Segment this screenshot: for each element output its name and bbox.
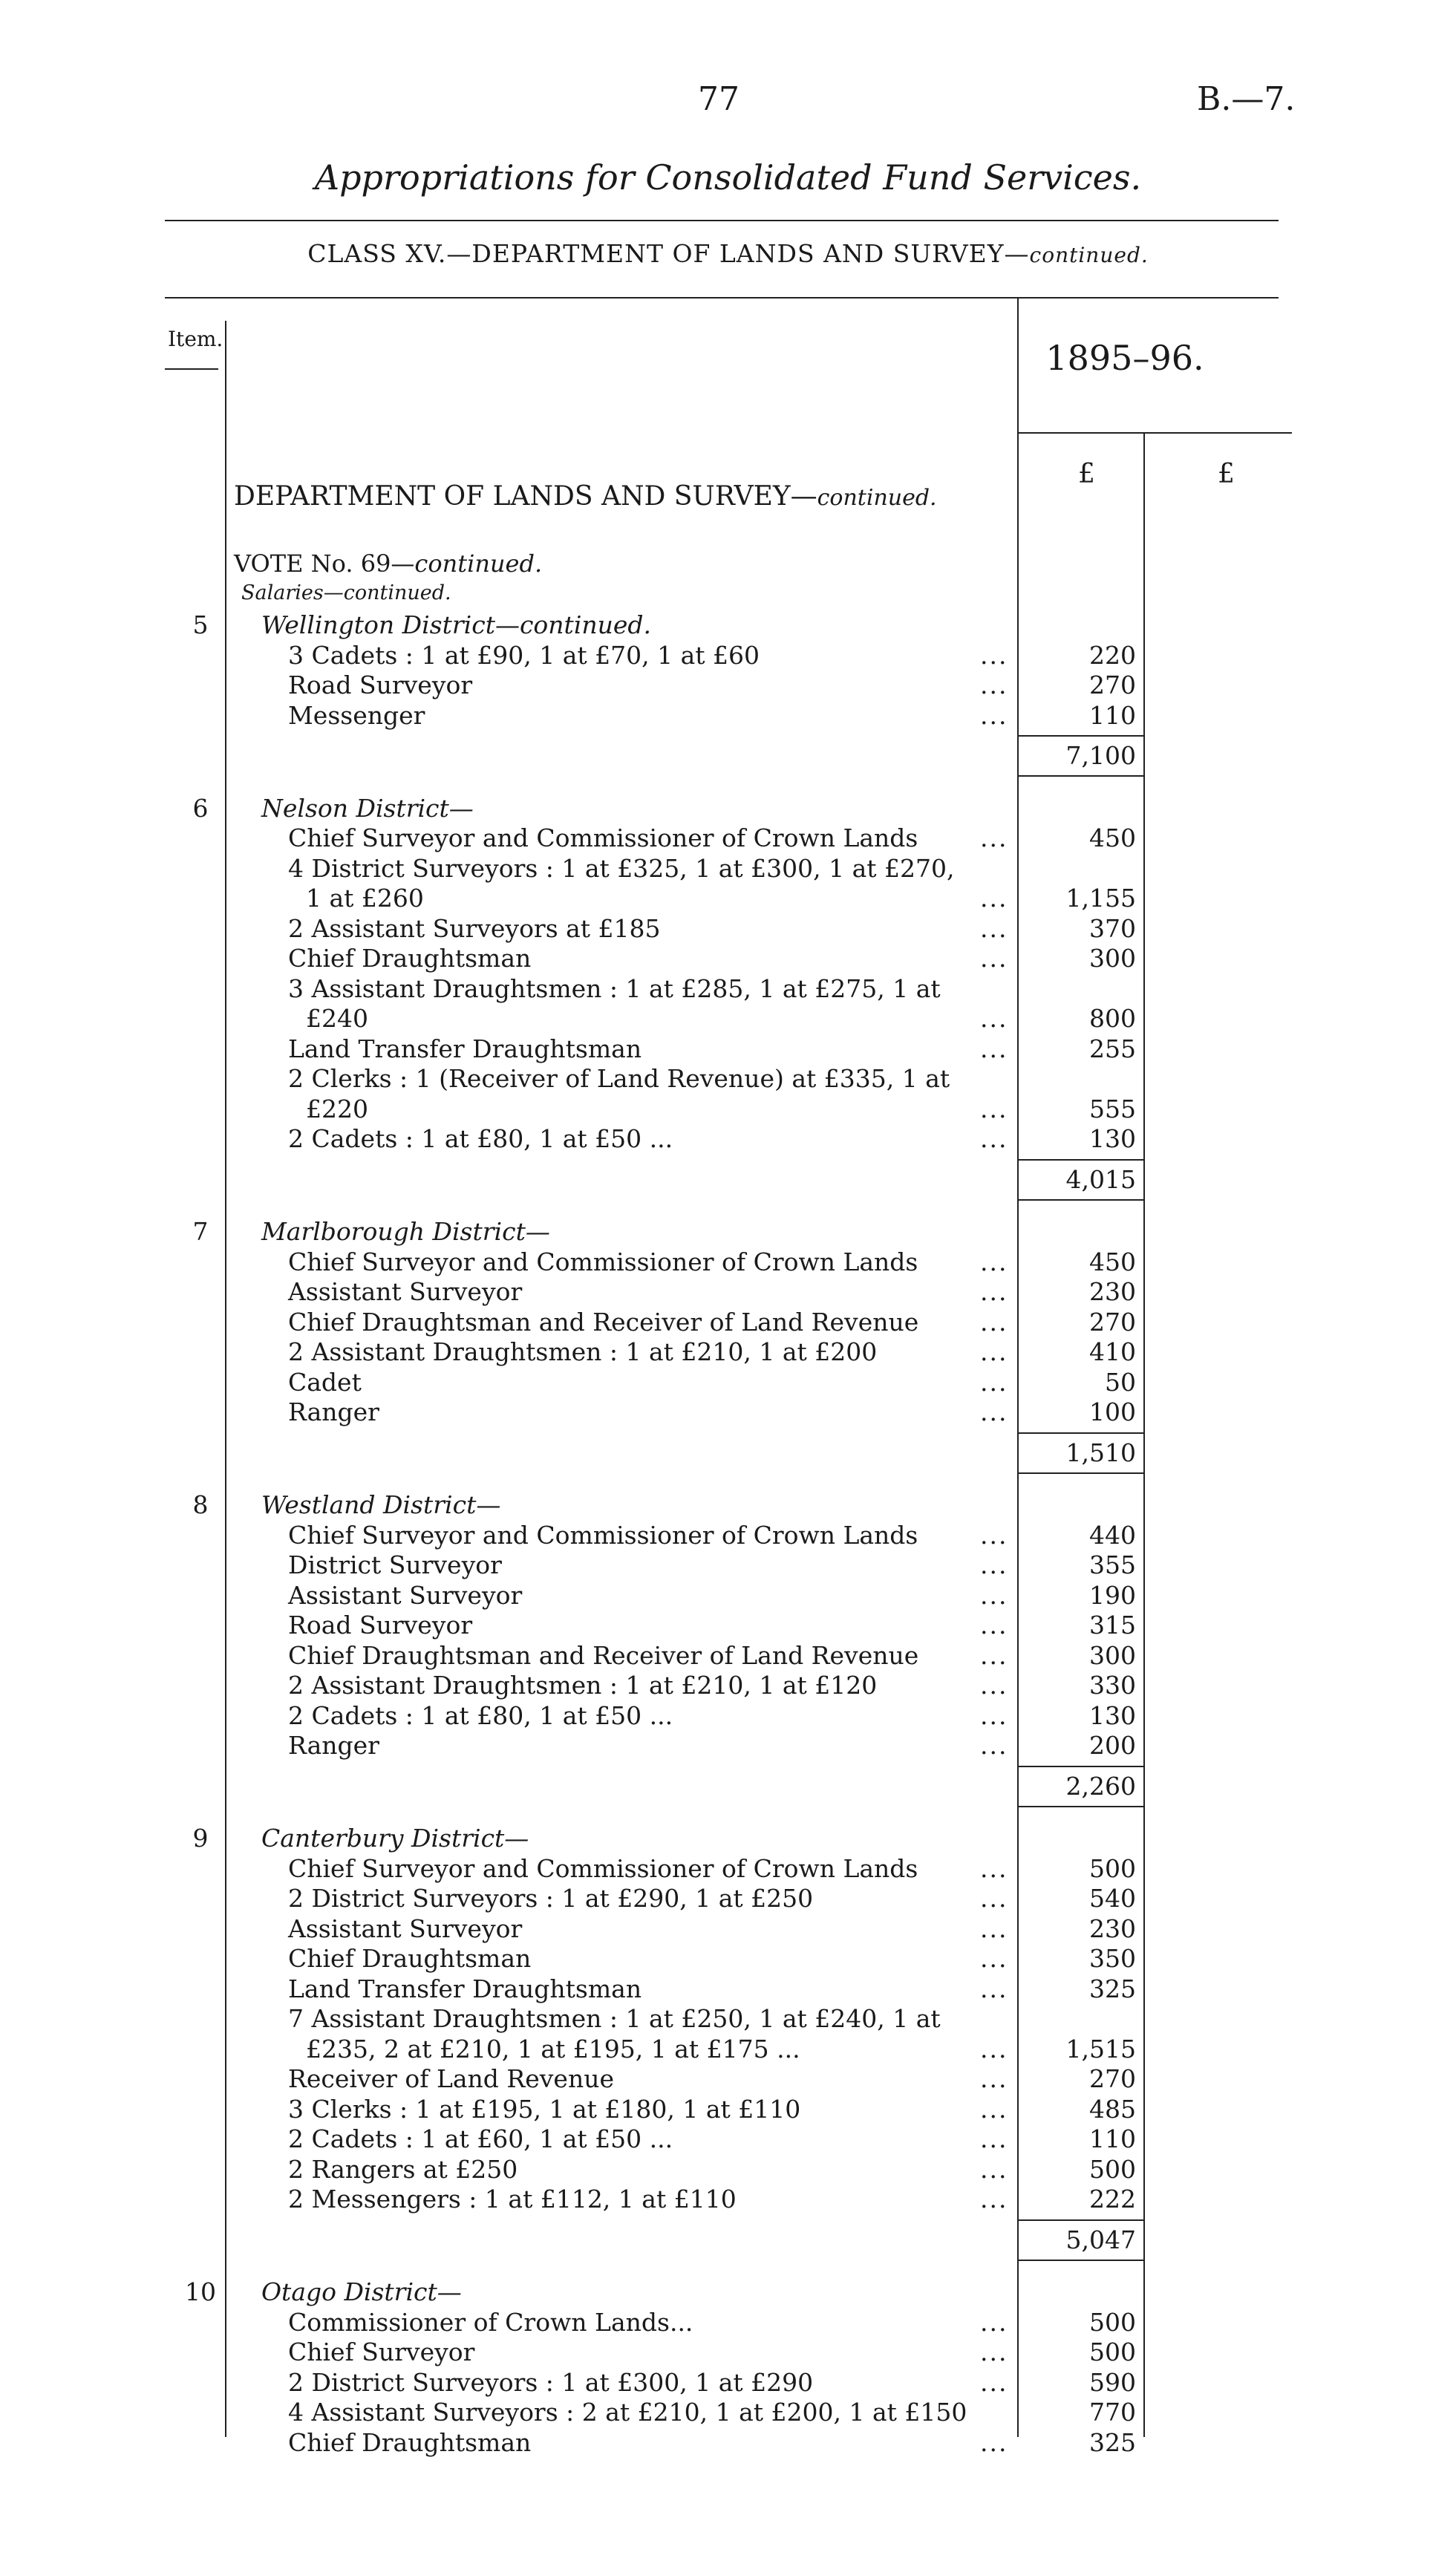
- amount: 270: [1089, 2064, 1136, 2093]
- item-number: 9: [192, 1824, 209, 1853]
- item-number: 8: [192, 1490, 209, 1519]
- entry-label: Assistant Surveyor: [288, 1277, 523, 1306]
- subtotal-rule-below: [1017, 2260, 1143, 2261]
- entry-label: Assistant Surveyor: [288, 1914, 523, 1943]
- leader-dots: ...: [980, 2185, 1008, 2213]
- district-row: [0, 610, 1456, 640]
- leader-dots: ...: [980, 1094, 1008, 1123]
- ledger-row: [0, 1944, 1456, 1974]
- ledger-row: [0, 974, 1456, 1004]
- ledger-row: [0, 1397, 1456, 1427]
- amount: 500: [1089, 1853, 1136, 1883]
- district-row: [0, 1490, 1456, 1520]
- amount: 350: [1089, 1944, 1136, 1973]
- amount: 500: [1089, 2337, 1136, 2366]
- entry-label: Chief Surveyor and Commissioner of Crown Lands: [288, 1853, 918, 1883]
- leader-dots: ...: [980, 1914, 1008, 1943]
- amount: 220: [1089, 640, 1136, 670]
- subtotal-row: [0, 1772, 1456, 1801]
- ledger-row: [0, 1854, 1456, 1884]
- class-heading: [0, 239, 1456, 268]
- entry-label: 2 Cadets : 1 at £60, 1 at £50 ...: [288, 2124, 673, 2153]
- vote-heading-text: VOTE No. 69—: [234, 549, 415, 578]
- amount: 1,515: [1065, 2034, 1136, 2064]
- item-column-header: Item.: [168, 327, 223, 351]
- entry-label: £220: [306, 1094, 368, 1123]
- entry-label: District Surveyor: [288, 1550, 502, 1579]
- ledger-row: [0, 1337, 1456, 1367]
- ledger-row: [0, 2004, 1456, 2034]
- entry-label: Chief Draughtsman and Receiver of Land Revenue: [288, 1307, 919, 1337]
- leader-dots: ...: [980, 1367, 1008, 1397]
- subtotal-rule-above: [1017, 1432, 1143, 1434]
- entry-label: 2 Messengers : 1 at £112, 1 at £110: [288, 2185, 737, 2213]
- district-name: Marlborough District—: [261, 1217, 550, 1246]
- ledger-row: [0, 1884, 1456, 1914]
- subtotal-rule-below: [1017, 775, 1143, 777]
- leader-dots: ...: [980, 1550, 1008, 1579]
- item-number: 10: [185, 2277, 216, 2306]
- district-row: [0, 794, 1456, 823]
- leader-dots: ...: [980, 2034, 1008, 2064]
- ledger-row: [0, 1308, 1456, 1337]
- leader-dots: ...: [980, 1337, 1008, 1366]
- leader-dots: ...: [980, 944, 1008, 973]
- entry-label: Commissioner of Crown Lands...: [288, 2307, 693, 2337]
- class-heading-text: CLASS XV.—DEPARTMENT OF LANDS AND SURVEY—: [307, 239, 1030, 268]
- ledger-row: [0, 884, 1456, 913]
- entry-label: 2 District Surveyors : 1 at £300, 1 at £290: [288, 2367, 814, 2397]
- entry-label: 2 Clerks : 1 (Receiver of Land Revenue) at £335, 1 at: [288, 1064, 950, 1093]
- entry-label: Chief Draughtsman and Receiver of Land Revenue: [288, 1640, 919, 1670]
- title-rule: [165, 220, 1279, 221]
- district-row: [0, 1824, 1456, 1853]
- entry-label: Chief Draughtsman: [288, 1944, 532, 1973]
- ledger-row: [0, 1094, 1456, 1124]
- district-name: Wellington District—continued.: [261, 610, 652, 639]
- ledger-row: [0, 701, 1456, 731]
- pound-symbol-right: £: [1218, 459, 1235, 489]
- leader-dots: ...: [980, 1944, 1008, 1973]
- ledger-row: [0, 2124, 1456, 2154]
- item-number: 7: [192, 1217, 209, 1246]
- leader-dots: ...: [980, 1853, 1008, 1883]
- entry-label: 3 Clerks : 1 at £195, 1 at £180, 1 at £110: [288, 2094, 801, 2124]
- entry-label: £235, 2 at £210, 1 at £195, 1 at £175 ...: [306, 2034, 800, 2064]
- subtotal-rule-above: [1017, 2219, 1143, 2221]
- ledger-row: [0, 854, 1456, 884]
- department-heading-text: DEPARTMENT OF LANDS AND SURVEY—: [234, 481, 817, 512]
- subtotal-row: [0, 741, 1456, 771]
- entry-label: Chief Surveyor and Commissioner of Crown Lands: [288, 1247, 918, 1276]
- leader-dots: ...: [980, 1247, 1008, 1276]
- subtotal-amount: 5,047: [1065, 2225, 1136, 2254]
- department-heading-suffix: continued.: [817, 485, 937, 511]
- ledger-row: [0, 2155, 1456, 2185]
- amount: 450: [1089, 823, 1136, 852]
- leader-dots: ...: [980, 913, 1008, 943]
- year-header-rule: [1017, 432, 1292, 434]
- ledger-row: [0, 2337, 1456, 2367]
- amount: 222: [1089, 2185, 1136, 2213]
- ledger-row: [0, 2368, 1456, 2398]
- ledger-row: [0, 1521, 1456, 1550]
- entry-label: Ranger: [288, 1397, 379, 1426]
- subtotal-row: [0, 1165, 1456, 1195]
- entry-label: 2 Assistant Draughtsmen : 1 at £210, 1 at £120: [288, 1671, 878, 1700]
- ledger-row: [0, 823, 1456, 853]
- ledger-row: [0, 2308, 1456, 2337]
- subtotal-rule-below: [1017, 1806, 1143, 1807]
- amount: 50: [1105, 1367, 1136, 1397]
- leader-dots: ...: [980, 640, 1008, 670]
- entry-label: Chief Draughtsman: [288, 2427, 532, 2457]
- leader-dots: ...: [980, 1004, 1008, 1033]
- entry-label: Road Surveyor: [288, 1611, 473, 1640]
- leader-dots: ...: [980, 1307, 1008, 1337]
- leader-dots: ...: [980, 2064, 1008, 2093]
- leader-dots: ...: [980, 1124, 1008, 1153]
- ledger-row: [0, 1064, 1456, 1094]
- amount: 270: [1089, 1307, 1136, 1337]
- item-header-underline: [165, 368, 218, 370]
- amount: 325: [1089, 1974, 1136, 2003]
- subtotal-rule-above: [1017, 1766, 1143, 1767]
- entry-label: Ranger: [288, 1731, 379, 1760]
- leader-dots: ...: [980, 1700, 1008, 1730]
- amount: 255: [1089, 1034, 1136, 1063]
- district-name: Westland District—: [261, 1490, 501, 1519]
- amount: 230: [1089, 1277, 1136, 1306]
- subtotal-amount: 7,100: [1065, 741, 1136, 770]
- amount: 110: [1089, 2124, 1136, 2153]
- subtotal-row: [0, 2225, 1456, 2255]
- leader-dots: ...: [980, 1974, 1008, 2003]
- pound-symbol-left: £: [1078, 459, 1095, 489]
- ledger-row: [0, 1974, 1456, 2004]
- item-number: 5: [192, 610, 209, 639]
- ledger-row: [0, 2398, 1456, 2427]
- amount: 330: [1089, 1671, 1136, 1700]
- department-heading: [234, 481, 937, 512]
- amount: 770: [1089, 2398, 1136, 2427]
- ledger-row: [0, 1550, 1456, 1580]
- subtotal-rule-below: [1017, 1472, 1143, 1474]
- page-number: 77: [698, 80, 740, 118]
- entry-label: Chief Surveyor: [288, 2337, 475, 2366]
- document-reference: B.—7.: [1197, 80, 1296, 118]
- leader-dots: ...: [980, 823, 1008, 852]
- entry-label: Cadet: [288, 1367, 362, 1397]
- ledger-row: [0, 671, 1456, 700]
- leader-dots: ...: [980, 2307, 1008, 2337]
- amount: 300: [1089, 1640, 1136, 1670]
- year-column-header: 1895–96.: [1045, 338, 1204, 378]
- leader-dots: ...: [980, 1397, 1008, 1426]
- amount: 190: [1089, 1580, 1136, 1610]
- subtotal-row: [0, 1438, 1456, 1468]
- leader-dots: ...: [980, 1731, 1008, 1760]
- ledger-row: [0, 1641, 1456, 1671]
- leader-dots: ...: [980, 2154, 1008, 2184]
- entry-label: 2 Cadets : 1 at £80, 1 at £50 ...: [288, 1700, 673, 1730]
- leader-dots: ...: [980, 884, 1008, 913]
- amount: 230: [1089, 1914, 1136, 1943]
- ledger-row: [0, 1914, 1456, 1944]
- leader-dots: ...: [980, 671, 1008, 699]
- entry-label: 3 Assistant Draughtsmen : 1 at £285, 1 at £275, 1 at: [288, 973, 941, 1003]
- vote-heading-suffix: continued.: [414, 549, 543, 578]
- ledger-row: [0, 944, 1456, 973]
- entry-label: 2 District Surveyors : 1 at £290, 1 at £250: [288, 1884, 814, 1913]
- entry-label: Receiver of Land Revenue: [288, 2064, 614, 2093]
- amount: 450: [1089, 1247, 1136, 1276]
- entry-label: 2 Rangers at £250: [288, 2154, 518, 2184]
- entry-label: Assistant Surveyor: [288, 1580, 523, 1610]
- amount: 410: [1089, 1337, 1136, 1366]
- amount: 110: [1089, 700, 1136, 730]
- entry-label: £240: [306, 1004, 368, 1033]
- entry-label: 1 at £260: [306, 884, 424, 913]
- ledger-row: [0, 2095, 1456, 2124]
- ledger-row: [0, 1581, 1456, 1611]
- ledger-row: [0, 1368, 1456, 1397]
- class-heading-suffix: continued.: [1029, 243, 1149, 267]
- table-top-rule: [165, 297, 1279, 298]
- amount: 1,155: [1065, 884, 1136, 913]
- amount: 500: [1089, 2154, 1136, 2184]
- leader-dots: ...: [980, 1611, 1008, 1640]
- leader-dots: ...: [980, 2367, 1008, 2397]
- leader-dots: ...: [980, 2427, 1008, 2457]
- item-number: 6: [192, 793, 209, 823]
- entry-label: 4 District Surveyors : 1 at £325, 1 at £300, 1 at £270,: [288, 853, 955, 883]
- leader-dots: ...: [980, 1580, 1008, 1610]
- amount: 300: [1089, 944, 1136, 973]
- salaries-heading: Salaries—continued.: [241, 581, 451, 604]
- district-row: [0, 1217, 1456, 1247]
- ledger-row: [0, 641, 1456, 671]
- subtotal-rule-above: [1017, 1159, 1143, 1161]
- leader-dots: ...: [980, 700, 1008, 730]
- ledger-row: [0, 1671, 1456, 1700]
- vote-heading: [234, 549, 542, 578]
- district-name: Otago District—: [261, 2277, 462, 2306]
- leader-dots: ...: [980, 2337, 1008, 2366]
- entry-label: Chief Surveyor and Commissioner of Crown Lands: [288, 823, 918, 852]
- subtotal-amount: 2,260: [1065, 1771, 1136, 1801]
- ledger-row: [0, 1034, 1456, 1064]
- leader-dots: ...: [980, 2124, 1008, 2153]
- ledger-row: [0, 2064, 1456, 2094]
- district-name: Canterbury District—: [261, 1824, 529, 1853]
- leader-dots: ...: [980, 2094, 1008, 2124]
- leader-dots: ...: [980, 1884, 1008, 1913]
- subtotal-rule-below: [1017, 1199, 1143, 1201]
- subtotal-amount: 1,510: [1065, 1438, 1136, 1467]
- entry-label: Land Transfer Draughtsman: [288, 1974, 642, 2003]
- subtotal-rule-above: [1017, 735, 1143, 737]
- amount: 590: [1089, 2367, 1136, 2397]
- entry-label: 4 Assistant Surveyors : 2 at £210, 1 at £200, 1 at £150: [288, 2398, 967, 2427]
- entry-label: 7 Assistant Draughtsmen : 1 at £250, 1 at £240, 1 at: [288, 2004, 941, 2033]
- amount: 355: [1089, 1550, 1136, 1579]
- amount: 200: [1089, 1731, 1136, 1760]
- amount: 500: [1089, 2307, 1136, 2337]
- entry-label: Messenger: [288, 700, 425, 730]
- amount: 315: [1089, 1611, 1136, 1640]
- page-title: Appropriations for Consolidated Fund Services.: [314, 157, 1142, 198]
- ledger-row: [0, 1611, 1456, 1640]
- leader-dots: ...: [980, 1520, 1008, 1550]
- entry-label: 2 Assistant Draughtsmen : 1 at £210, 1 at £200: [288, 1337, 878, 1366]
- entry-label: 2 Cadets : 1 at £80, 1 at £50 ...: [288, 1124, 673, 1153]
- leader-dots: ...: [980, 1034, 1008, 1063]
- entry-label: 3 Cadets : 1 at £90, 1 at £70, 1 at £60: [288, 640, 760, 670]
- amount: 100: [1089, 1397, 1136, 1426]
- district-row: [0, 2277, 1456, 2307]
- ledger-row: [0, 1124, 1456, 1154]
- amount: 540: [1089, 1884, 1136, 1913]
- ledger-row: [0, 1247, 1456, 1277]
- leader-dots: ...: [980, 1277, 1008, 1306]
- amount: 270: [1089, 671, 1136, 699]
- entry-label: Land Transfer Draughtsman: [288, 1034, 642, 1063]
- entry-label: 2 Assistant Surveyors at £185: [288, 913, 661, 943]
- entry-label: Road Surveyor: [288, 671, 473, 699]
- subtotal-amount: 4,015: [1065, 1164, 1136, 1194]
- amount: 325: [1089, 2427, 1136, 2457]
- ledger-row: [0, 1277, 1456, 1307]
- ledger-row: [0, 2428, 1456, 2458]
- amount: 370: [1089, 913, 1136, 943]
- leader-dots: ...: [980, 1671, 1008, 1700]
- ledger-row: [0, 2035, 1456, 2064]
- entry-label: Chief Draughtsman: [288, 944, 532, 973]
- ledger-row: [0, 2185, 1456, 2214]
- ledger-row: [0, 1004, 1456, 1034]
- amount: 485: [1089, 2094, 1136, 2124]
- ledger-row: [0, 1731, 1456, 1761]
- ledger-row: [0, 914, 1456, 944]
- amount: 555: [1089, 1094, 1136, 1123]
- ledger-row: [0, 1701, 1456, 1731]
- entry-label: Chief Surveyor and Commissioner of Crown Lands: [288, 1520, 918, 1550]
- amount: 130: [1089, 1124, 1136, 1153]
- amount: 130: [1089, 1700, 1136, 1730]
- amount: 440: [1089, 1520, 1136, 1550]
- leader-dots: ...: [980, 1640, 1008, 1670]
- amount: 800: [1089, 1004, 1136, 1033]
- district-name: Nelson District—: [261, 793, 474, 823]
